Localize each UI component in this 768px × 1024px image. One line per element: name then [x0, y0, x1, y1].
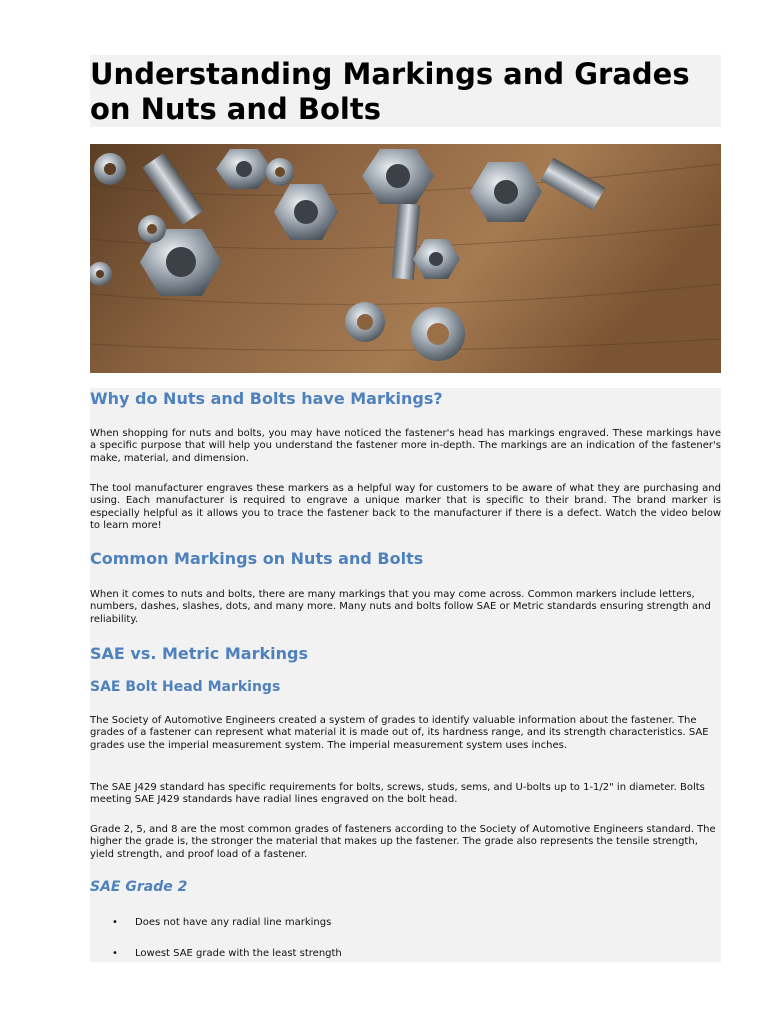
article-body: [90, 388, 721, 962]
paragraph-sae-1: The Society of Automotive Engineers created a system of grades to identify valuable information about the fastener. The grades of a fastener can represent what material it is made out of, its hardness range, and its strength characteristics. SAE grades use the imperial measurement system. The imperial measurement system uses inches.: [90, 715, 709, 751]
hero-image-nuts-and-bolts: [90, 144, 721, 373]
bullet-icon: •: [112, 948, 118, 959]
list-item-text: Lowest SAE grade with the least strength: [135, 948, 342, 959]
paragraph-why-1: When shopping for nuts and bolts, you may have noticed the fastener's head has markings engraved. These markings have a specific purpose that will help you understand the fastener more in-depth. The markings are an indication of the fastener's make, material, and dimension.: [90, 428, 721, 464]
paragraph-common-1: When it comes to nuts and bolts, there are many markings that you may come across. Common markers include letters, numbers, dashes, slashes, dots, and many more. Many nuts and bolts follow SAE or Metric standards ensuring strength and reliability.: [90, 589, 711, 625]
paragraph-why-2: The tool manufacturer engraves these markers as a helpful way for customers to be aware of what they are purchasing and using. Each manufacturer is required to engrave a unique marker that is specific to their brand. The brand marker is especially helpful as it allows you to trace the fastener back to the manufacturer if there is a defect. Watch the video below to learn more!: [90, 483, 721, 532]
page-title: Understanding Markings and Grades on Nuts and Bolts: [90, 57, 690, 126]
title-block: [90, 55, 721, 127]
bullet-icon: •: [112, 917, 118, 928]
paragraph-sae-2: The SAE J429 standard has specific requirements for bolts, screws, studs, sems, and U-bolts up to 1-1/2" in diameter. Bolts meeting SAE J429 standards have radial lines engraved on the bolt head.: [90, 782, 705, 806]
paragraph-sae-3: Grade 2, 5, and 8 are the most common grades of fasteners according to the Society of Automotive Engineers standard. The higher the grade is, the stronger the material that makes up the fastener. The grade also represents the tensile strength, yield strength, and proof load of a fastener.: [90, 824, 716, 860]
heading-sae-vs-metric: SAE vs. Metric Markings: [90, 644, 308, 663]
heading-common-markings: Common Markings on Nuts and Bolts: [90, 549, 424, 568]
heading-sae-grade-2: SAE Grade 2: [90, 879, 188, 895]
list-item-text: Does not have any radial line markings: [135, 917, 332, 928]
heading-sae-bolt-head: SAE Bolt Head Markings: [90, 679, 281, 695]
heading-why-markings: Why do Nuts and Bolts have Markings?: [90, 389, 443, 408]
